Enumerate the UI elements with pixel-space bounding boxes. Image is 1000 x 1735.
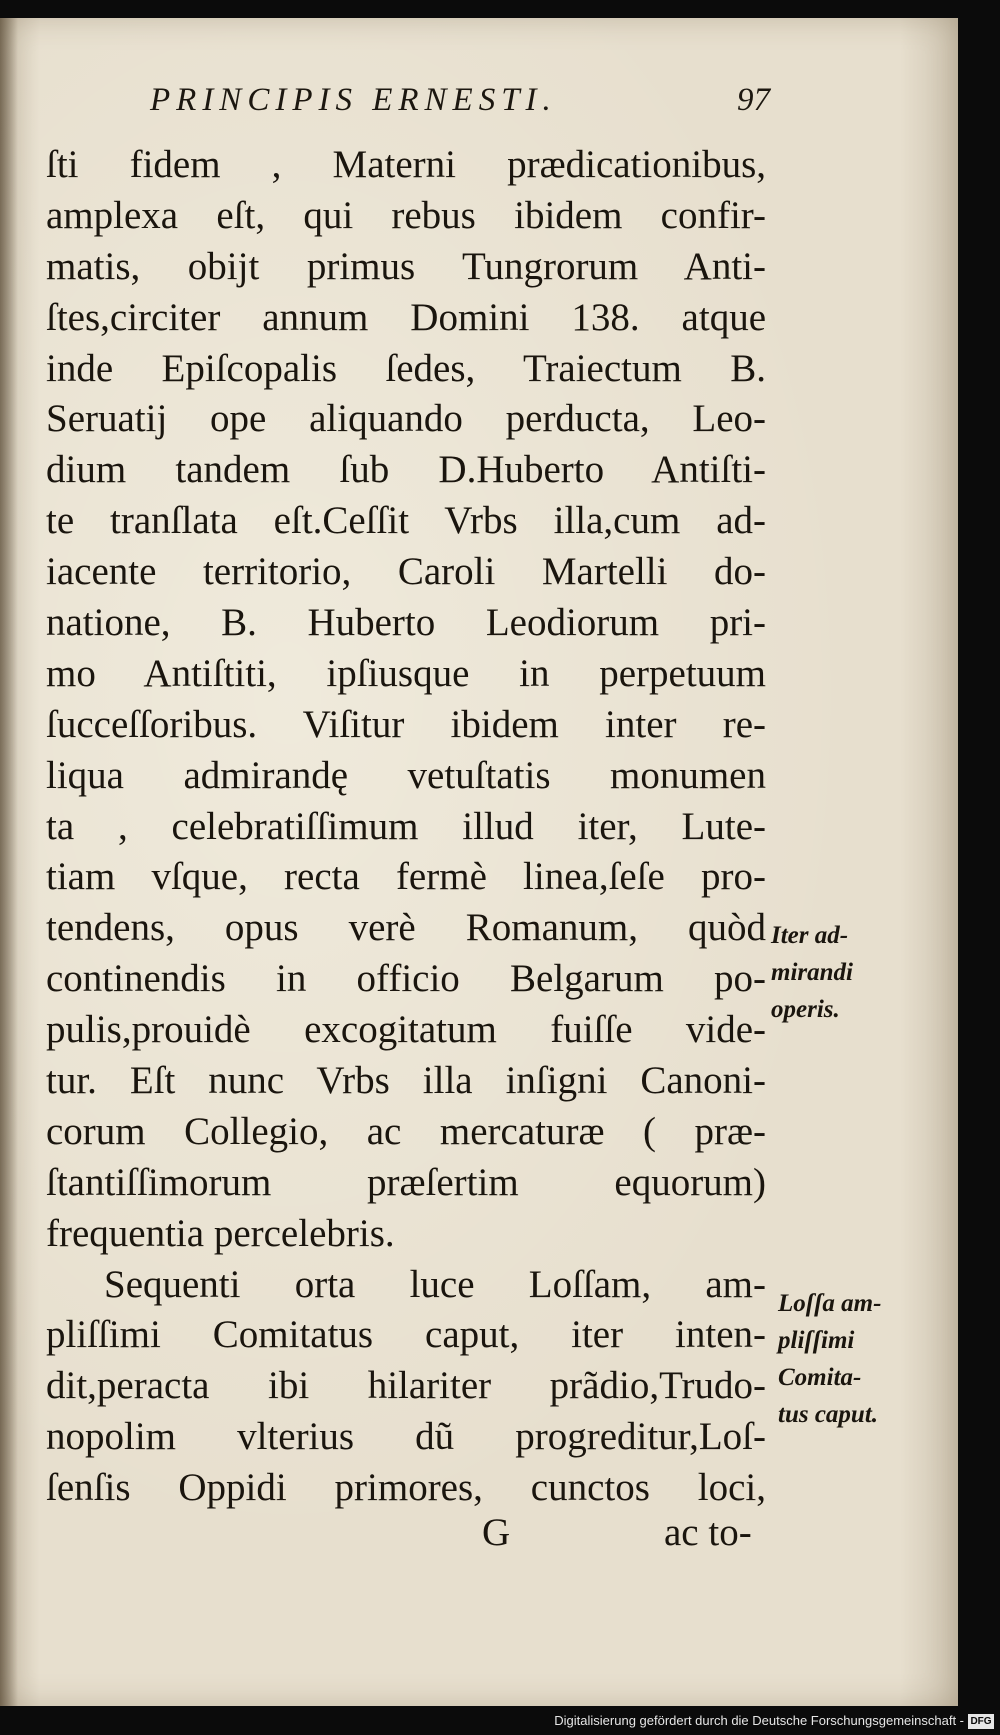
text-line: liqua admirandę vetuſtatis monumen: [46, 753, 766, 797]
text-line: inde Epiſcopalis ſedes, Traiectum B.: [46, 346, 766, 390]
dfg-logo: DFG: [968, 1714, 994, 1729]
text-line: tendens, opus verè Romanum, quòd: [46, 906, 766, 950]
text-line: frequentia percelebris.: [46, 1211, 395, 1255]
text-line: matis, obijt primus Tungrorum Anti-: [46, 244, 766, 288]
text-line: tur. Eſt nunc Vrbs illa inſigni Canoni-: [46, 1059, 766, 1103]
marginal-note-line: Iter ad-: [771, 922, 849, 949]
page-number: 97: [737, 82, 770, 118]
text-line: tiam vſque, recta fermè linea,ſeſe pro-: [46, 855, 766, 899]
text-line: continendis in officio Belgarum po-: [46, 957, 766, 1001]
signature-mark: G: [482, 1511, 511, 1554]
marginal-note-line: Comita-: [778, 1364, 862, 1391]
marginal-note-line: operis.: [771, 996, 840, 1023]
text-line: pulis,prouidè excogitatum fuiſſe vide-: [46, 1008, 766, 1052]
text-line: ſucceſſoribus. Viſitur ibidem inter re-: [46, 702, 766, 746]
spine-shadow: [0, 18, 18, 1706]
text-line: ta , celebratiſſimum illud iter, Lute-: [46, 804, 766, 848]
text-line: dit,peracta ibi hilariter prãdio,Trudo-: [46, 1364, 766, 1408]
text-line: ſtes,circiter annum Domini 138. atque: [46, 295, 766, 339]
text-line: Seruatij ope aliquando perducta, Leo-: [46, 397, 766, 441]
footer-credit: Digitalisierung gefördert durch die Deutsche Forschungsgemeinschaft -: [554, 1713, 964, 1728]
marginal-note-line: tus caput.: [778, 1401, 879, 1428]
catchword: ac to-: [664, 1511, 752, 1554]
marginal-note-line: Loſſa am-: [778, 1290, 882, 1317]
text-line: pliſſimi Comitatus caput, iter inten-: [46, 1313, 766, 1357]
text-line: corum Collegio, ac mercaturæ ( præ-: [46, 1109, 766, 1153]
marginal-note-line: pliſſimi: [778, 1327, 855, 1354]
text-line: nopolim vlterius dũ progreditur,Loſ-: [46, 1415, 766, 1459]
text-line: amplexa eſt, qui rebus ibidem confir-: [46, 193, 766, 237]
body-text: [46, 140, 766, 1514]
digitization-footer: [0, 1710, 1000, 1735]
running-head: [150, 82, 770, 132]
marginal-note-line: mirandi: [771, 959, 853, 986]
text-line: te tranſlata eſt.Ceſſit Vrbs illa,cum ad-: [46, 499, 766, 543]
text-line: dium tandem ſub D.Huberto Antiſti-: [46, 448, 766, 492]
marginal-note: [771, 917, 853, 1028]
text-line: ſti fidem , Materni prædicationibus,: [46, 143, 766, 186]
marginal-note: [778, 1285, 881, 1433]
text-line: ſenſis Oppidi primores, cunctos loci,: [46, 1466, 766, 1510]
text-line: mo Antiſtiti, ipſiusque in perpetuum: [46, 651, 766, 695]
text-line: natione, B. Huberto Leodiorum pri-: [46, 601, 766, 645]
text-line: ſtantiſſimorum præſertim equorum): [46, 1160, 766, 1204]
text-line: iacente territorio, Caroli Martelli do-: [46, 550, 766, 594]
paragraph-start-line: Sequenti orta luce Loſſam, am-: [104, 1262, 766, 1306]
running-title: PRINCIPIS ERNESTI.: [150, 82, 557, 118]
